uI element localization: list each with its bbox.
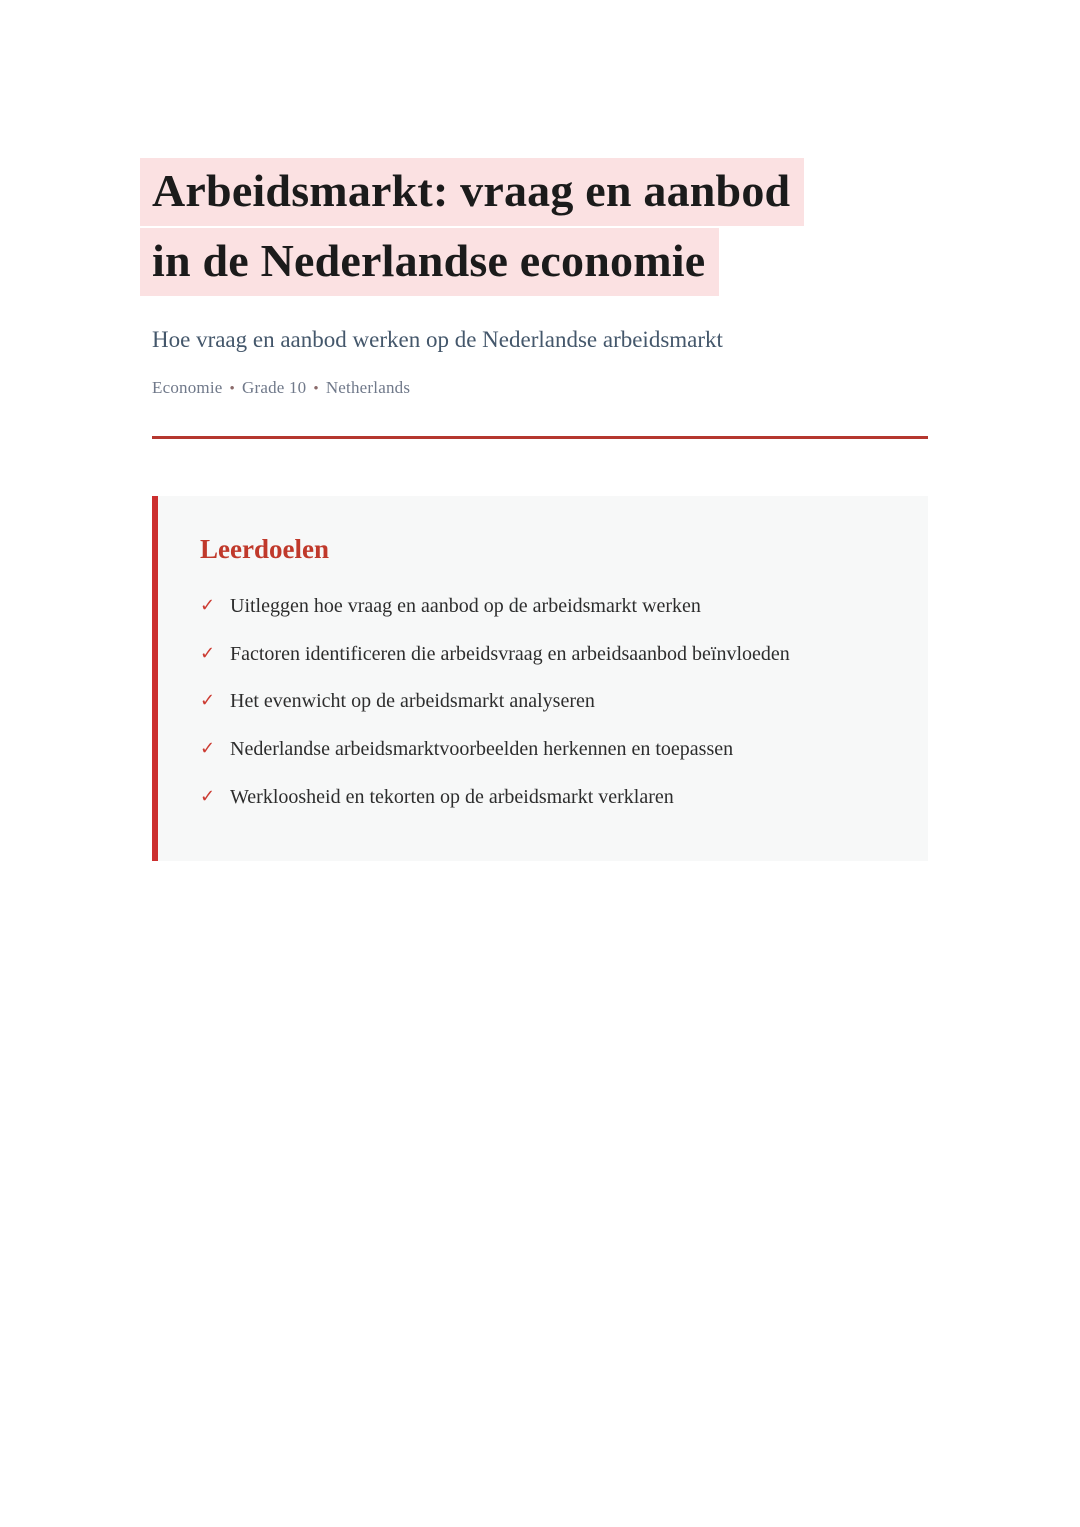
learning-goals-list xyxy=(200,591,884,813)
meta-line xyxy=(152,378,928,398)
check-icon: ✓ xyxy=(200,690,216,712)
list-item xyxy=(200,591,860,623)
check-icon: ✓ xyxy=(200,595,216,617)
meta-grade: Grade 10 xyxy=(241,378,307,398)
page-title-line-2: in de Nederlandse economie xyxy=(140,228,719,296)
bullet-separator-icon: • xyxy=(229,381,235,398)
page-title xyxy=(152,158,928,298)
bullet-separator-icon: • xyxy=(313,381,319,398)
list-item-text: Uitleggen hoe vraag en aanbod op de arbeidsmarkt werken xyxy=(230,595,701,618)
check-icon: ✓ xyxy=(200,785,216,807)
list-item xyxy=(200,686,860,718)
learning-goals-card xyxy=(152,496,928,861)
page-title-line-1: Arbeidsmarkt: vraag en aanbod xyxy=(140,158,804,226)
page-subtitle: Hoe vraag en aanbod werken op de Nederlandse arbeidsmarkt xyxy=(152,327,723,352)
check-icon: ✓ xyxy=(200,737,216,759)
meta-country: Netherlands xyxy=(325,378,411,398)
list-item-text: Nederlandse arbeidsmarktvoorbeelden herkennen en toepassen xyxy=(230,737,734,760)
list-item-text: Factoren identificeren die arbeidsvraag en arbeidsaanbod beïnvloeden xyxy=(230,642,790,665)
list-item-text: Werkloosheid en tekorten op de arbeidsmarkt verklaren xyxy=(230,785,674,808)
check-icon: ✓ xyxy=(200,642,216,664)
section-divider xyxy=(152,436,928,439)
list-item xyxy=(200,734,860,766)
list-item xyxy=(200,782,860,814)
list-item-text: Het evenwicht op de arbeidsmarkt analyseren xyxy=(230,690,595,713)
learning-goals-heading: Leerdoelen xyxy=(200,534,329,565)
meta-subject: Economie xyxy=(152,378,223,398)
list-item xyxy=(200,639,860,671)
